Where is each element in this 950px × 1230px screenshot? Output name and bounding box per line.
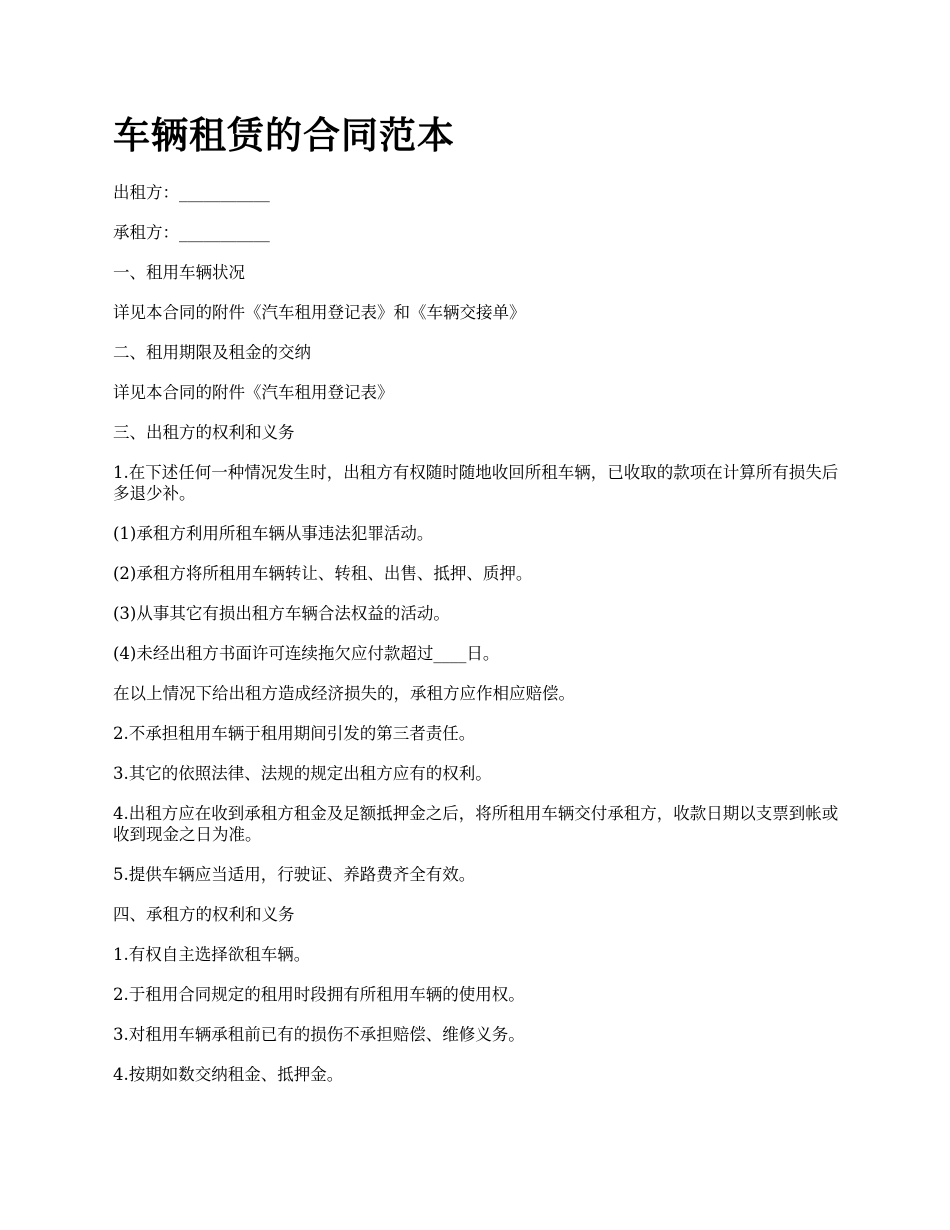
paragraph: (4)未经出租方书面许可连续拖欠应付款超过____日。: [113, 644, 500, 663]
paragraph: 4.出租方应在收到承租方租金及足额抵押金之后，将所租用车辆交付承租方，收款日期以支票到帐或收到现金之日为准。: [113, 804, 839, 844]
paragraph: (1)承租方利用所租车辆从事违法犯罪活动。: [113, 524, 434, 543]
paragraph: 3.其它的依照法律、法规的规定出租方应有的权利。: [113, 764, 492, 783]
paragraph: 详见本合同的附件《汽车租用登记表》和《车辆交接单》: [113, 303, 526, 322]
paragraph: 详见本合同的附件《汽车租用登记表》: [113, 383, 394, 402]
paragraph: 在以上情况下给出租方造成经济损失的，承租方应作相应赔偿。: [113, 684, 575, 703]
document-title: 车辆租赁的合同范本: [113, 114, 455, 157]
paragraph: 5.提供车辆应当适用，行驶证、养路费齐全有效。: [113, 865, 476, 884]
document-body: [113, 182, 843, 1085]
paragraph: 1.有权自主选择欲租车辆。: [113, 945, 311, 964]
section-heading: 四、承租方的权利和义务: [113, 905, 295, 924]
paragraph: (3)从事其它有损出租方车辆合法权益的活动。: [113, 604, 450, 623]
paragraph: 3.对租用车辆承租前已有的损伤不承担赔偿、维修义务。: [113, 1025, 525, 1044]
section-heading: 一、租用车辆状况: [113, 263, 245, 282]
paragraph: 4.按期如数交纳租金、抵押金。: [113, 1065, 344, 1084]
paragraph: (2)承租方将所租用车辆转让、转租、出售、抵押、质押。: [113, 564, 533, 583]
paragraph: 1.在下述任何一种情况发生时，出租方有权随时随地收回所租车辆，已收取的款项在计算所有损失后多退少补。: [113, 463, 839, 503]
section-heading: 三、出租方的权利和义务: [113, 423, 295, 442]
paragraph: 2.不承担租用车辆于租用期间引发的第三者责任。: [113, 724, 476, 743]
paragraph: 2.于租用合同规定的租用时段拥有所租用车辆的使用权。: [113, 985, 525, 1004]
lessee-line: 承租方：___________: [113, 223, 270, 242]
section-heading: 二、租用期限及租金的交纳: [113, 343, 311, 362]
lessor-line: 出租方：___________: [113, 183, 270, 202]
document-page: [113, 112, 843, 1104]
